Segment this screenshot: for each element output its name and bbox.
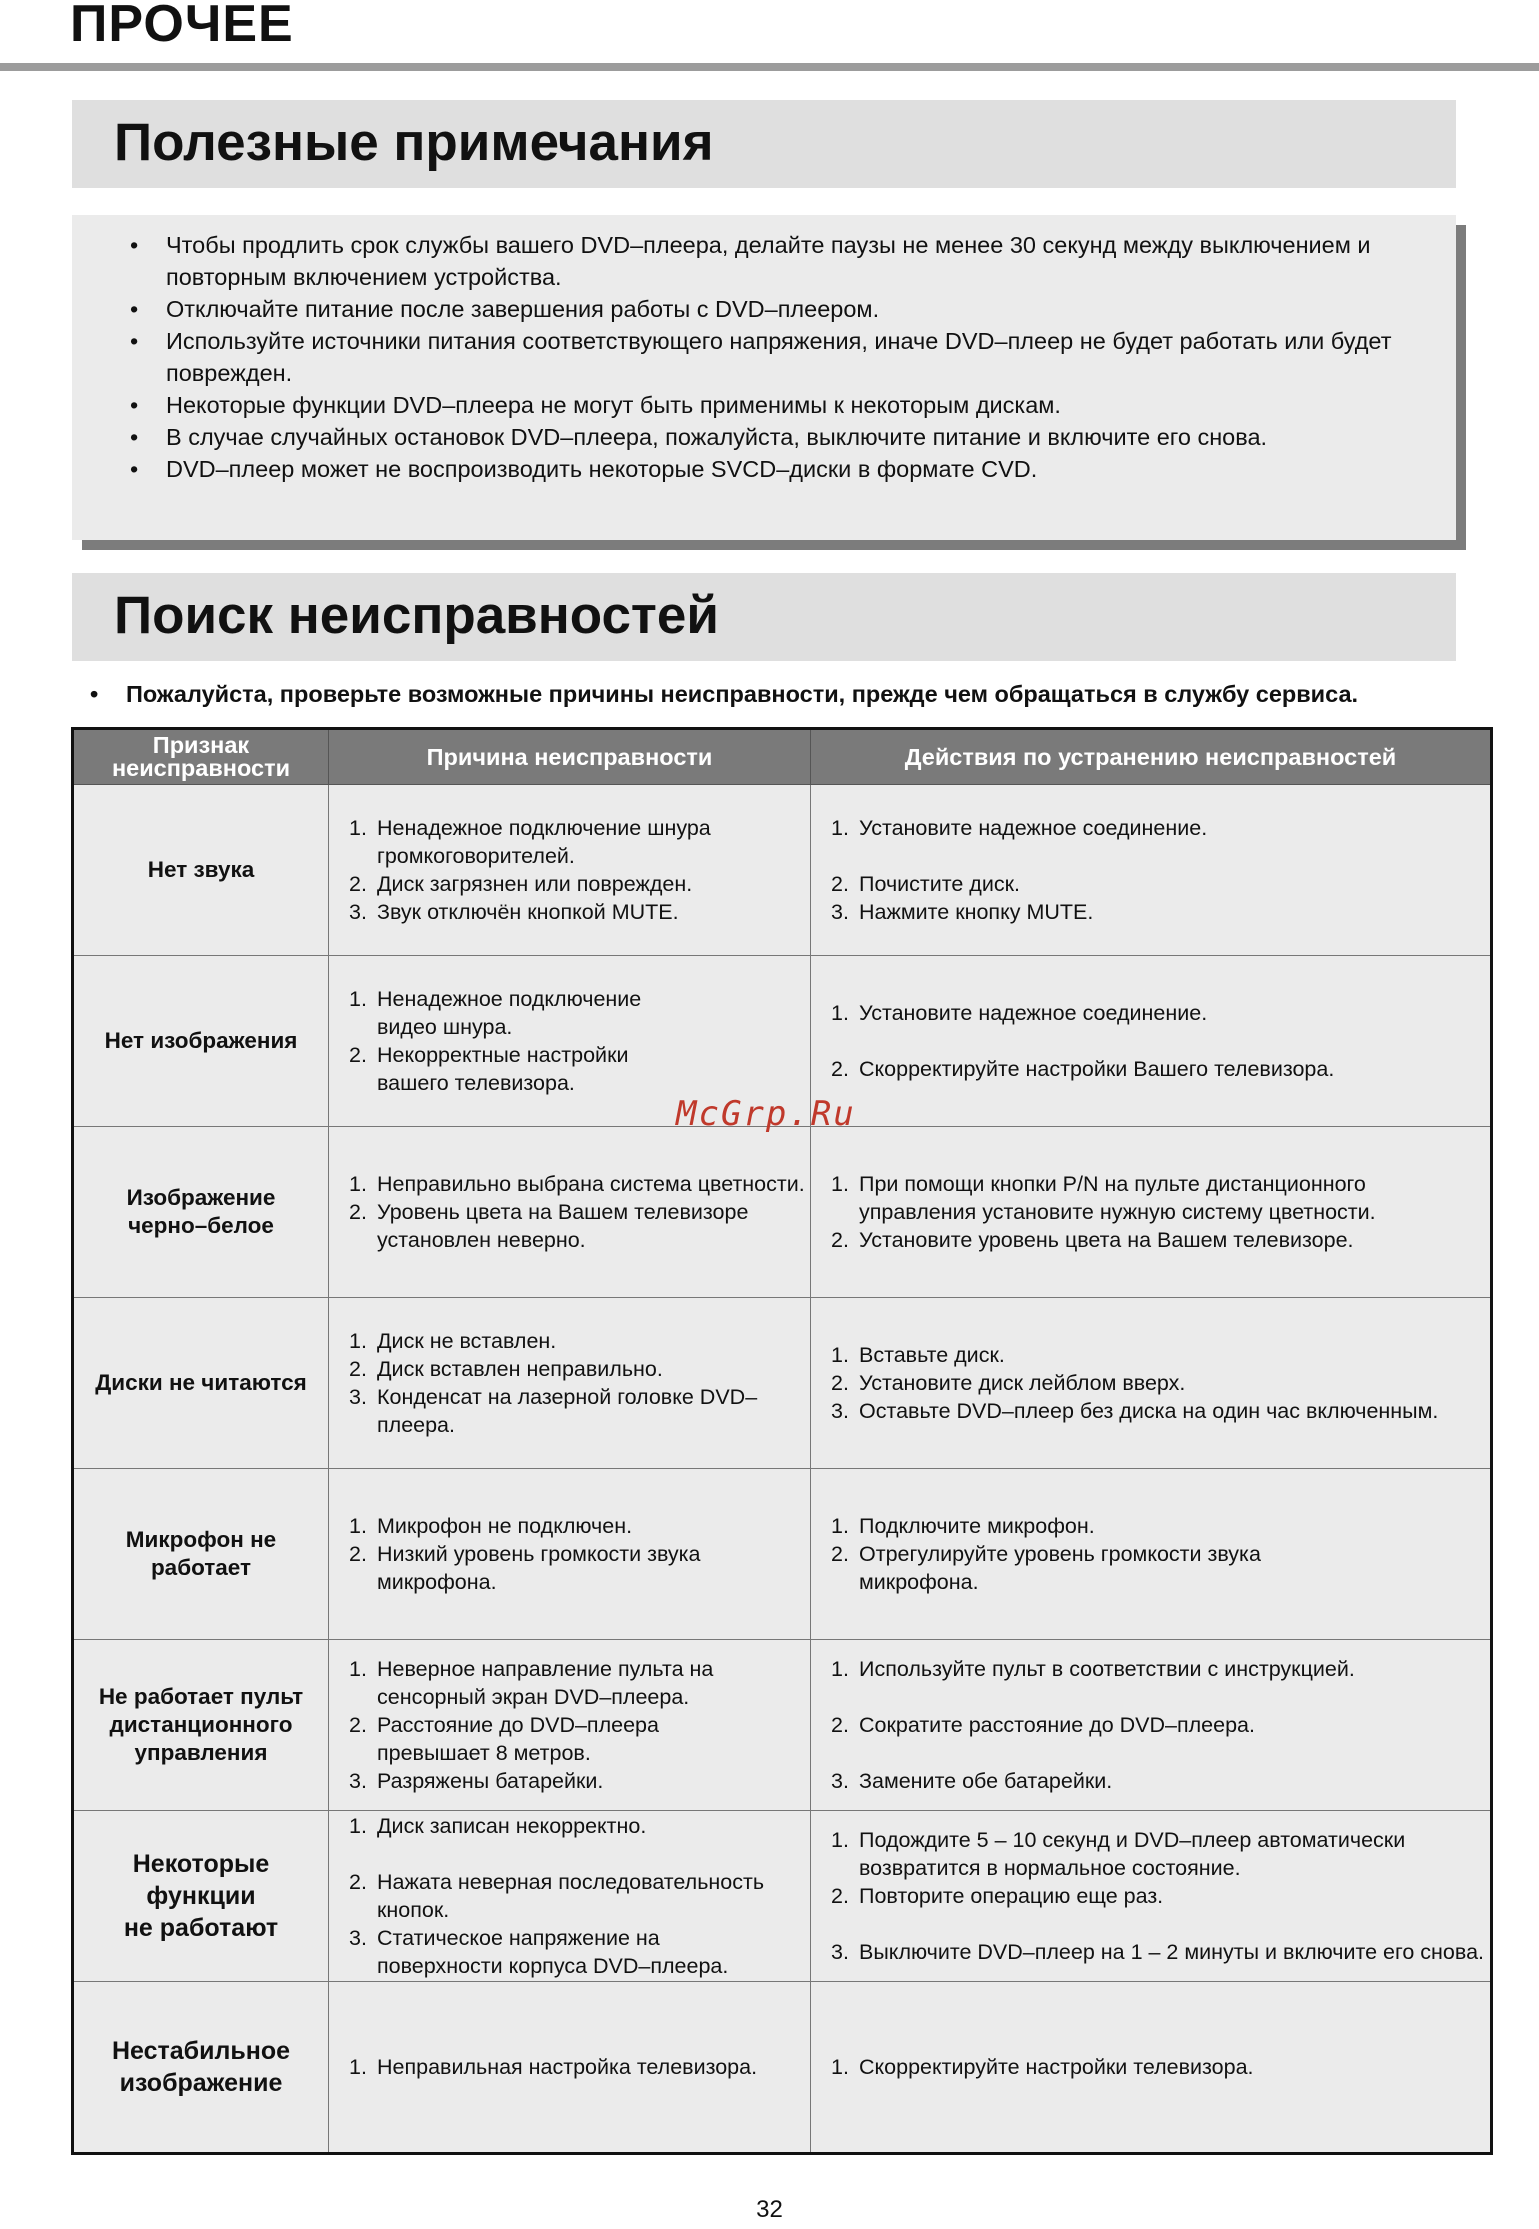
watermark: McGrp.Ru <box>676 1094 856 1134</box>
symptom-text: работает <box>150 1555 252 1580</box>
cause-item: 1. Неверное направление пульта на сенсорный экран DVD–плеера. <box>349 1657 714 1709</box>
cause-item: 3. Статическое напряжение на поверхности корпуса DVD–плеера. <box>349 1926 729 1978</box>
troubleshooting-table <box>71 727 1493 2155</box>
symptom-text: Нет звука <box>147 857 255 882</box>
symptom-cell <box>73 956 329 1127</box>
cause-item: 2. Уровень цвета на Вашем телевизоре установлен неверно. <box>349 1200 749 1252</box>
note-text: Чтобы продлить срок службы вашего DVD–плеера, делайте паузы не менее 30 секунд между выключением и повторным включением устройства. <box>166 232 1371 290</box>
notes-section-header <box>72 100 1456 188</box>
notes-panel <box>72 215 1472 555</box>
symptom-cell <box>73 1127 329 1298</box>
action-list <box>831 1341 1486 1425</box>
note-item <box>130 453 1436 485</box>
action-list <box>831 1512 1486 1596</box>
action-item: 1. Установите надежное соединение. <box>831 816 1208 840</box>
symptom-text: Нет изображения <box>104 1028 298 1053</box>
action-list <box>831 1655 1486 1795</box>
note-text: DVD–плеер может не воспроизводить некоторые SVCD–диски в формате CVD. <box>166 456 1038 482</box>
cause-list <box>349 1512 806 1596</box>
cause-list <box>349 985 806 1097</box>
bullet-icon: • <box>130 296 139 322</box>
bullet-icon: • <box>130 232 139 258</box>
action-item: 3. Оставьте DVD–плеер без диска на один час включенным. <box>831 1399 1439 1423</box>
action-item: 1. При помощи кнопки P/N на пульте дистанционного управления установите нужную систему цветности. <box>831 1172 1376 1224</box>
action-cell <box>811 785 1492 956</box>
symptom-cell <box>73 1982 329 2154</box>
cause-list <box>349 1655 806 1795</box>
action-cell <box>811 956 1492 1127</box>
action-item: 3. Нажмите кнопку MUTE. <box>831 900 1094 924</box>
action-cell <box>811 1469 1492 1640</box>
bullet-icon: • <box>130 328 139 354</box>
cause-item: 1. Ненадежное подключение шнура громкоговорителей. <box>349 816 711 868</box>
symptom-text: Микрофон не <box>125 1527 277 1552</box>
action-cell <box>811 1811 1492 1982</box>
symptom-text: Не работает пульт <box>98 1684 304 1709</box>
cause-item: 2. Диск загрязнен или поврежден. <box>349 872 693 896</box>
symptom-cell <box>73 1298 329 1469</box>
cause-item: 1. Ненадежное подключение видео шнура. <box>349 987 642 1039</box>
note-text: Некоторые функции DVD–плеера не могут быть применимы к некоторым дискам. <box>166 392 1061 418</box>
cause-item: 2. Диск вставлен неправильно. <box>349 1357 663 1381</box>
cause-cell <box>329 785 811 956</box>
column-header-symptom <box>73 729 329 785</box>
cause-list <box>349 1812 806 1980</box>
table-row <box>73 1127 1492 1298</box>
cause-list <box>349 814 806 926</box>
symptom-text: изображение <box>119 2069 283 2097</box>
cause-item: 1. Неправильно выбрана система цветности. <box>349 1172 805 1196</box>
note-item <box>130 293 1436 325</box>
cause-item: 2. Некорректные настройки вашего телевизора. <box>349 1043 629 1095</box>
table-row <box>73 1811 1492 1982</box>
column-header-symptom-line: неисправности <box>111 755 291 781</box>
action-item: 1. Установите надежное соединение. <box>831 1001 1208 1025</box>
page-number: 32 <box>756 2196 783 2223</box>
cause-cell <box>329 1298 811 1469</box>
cause-cell <box>329 1127 811 1298</box>
symptom-text: функции <box>146 1882 256 1910</box>
cause-cell <box>329 1982 811 2154</box>
action-item: 2. Почистите диск. <box>831 872 1020 896</box>
action-item: 1. Вставьте диск. <box>831 1343 1005 1367</box>
action-list <box>831 1826 1486 1966</box>
cause-item: 3. Конденсат на лазерной головке DVD–плеера. <box>349 1385 758 1437</box>
action-list <box>831 1170 1486 1254</box>
action-item: 1. Используйте пульт в соответствии с инструкцией. <box>831 1657 1355 1681</box>
troubleshooting-intro <box>90 678 1530 710</box>
note-item <box>130 325 1436 389</box>
bullet-icon: • <box>90 681 99 707</box>
action-item: 1. Скорректируйте настройки телевизора. <box>831 2055 1254 2079</box>
action-item: 3. Выключите DVD–плеер на 1 – 2 минуты и включите его снова. <box>831 1940 1485 1964</box>
symptom-text: дистанционного <box>109 1712 293 1737</box>
cause-cell <box>329 1469 811 1640</box>
action-cell <box>811 1640 1492 1811</box>
note-text: Отключайте питание после завершения работы с DVD–плеером. <box>166 296 880 322</box>
cause-item: 3. Разряжены батарейки. <box>349 1769 604 1793</box>
note-text: В случае случайных остановок DVD–плеера, пожалуйста, выключите питание и включите его снова. <box>166 424 1268 450</box>
action-item: 2. Сократите расстояние до DVD–плеера. <box>831 1713 1255 1737</box>
action-item: 2. Установите диск лейблом вверх. <box>831 1371 1186 1395</box>
intro-text: Пожалуйста, проверьте возможные причины неисправности, прежде чем обращаться в службу сервиса. <box>126 681 1359 707</box>
action-cell <box>811 1982 1492 2154</box>
action-list <box>831 814 1486 926</box>
cause-item: 1. Диск записан некорректно. <box>349 1814 647 1838</box>
cause-list <box>349 1327 806 1439</box>
notes-list <box>130 229 1436 485</box>
action-item: 2. Отрегулируйте уровень громкости звука микрофона. <box>831 1542 1261 1594</box>
troubleshooting-section-header <box>72 573 1456 661</box>
column-header-action: Действия по устранению неисправностей <box>811 729 1492 785</box>
cause-item: 1. Микрофон не подключен. <box>349 1514 633 1538</box>
bullet-icon: • <box>130 392 139 418</box>
symptom-cell <box>73 1640 329 1811</box>
cause-cell <box>329 1811 811 1982</box>
cause-item: 2. Нажата неверная последовательность кнопок. <box>349 1870 765 1922</box>
action-item: 2. Установите уровень цвета на Вашем телевизоре. <box>831 1228 1354 1252</box>
cause-cell <box>329 1640 811 1811</box>
action-item: 2. Повторите операцию еще раз. <box>831 1884 1164 1908</box>
action-list <box>831 2053 1486 2081</box>
symptom-text: Диски не читаются <box>95 1370 307 1395</box>
cause-item: 2. Низкий уровень громкости звука микрофона. <box>349 1542 701 1594</box>
note-item <box>130 389 1436 421</box>
chapter-title: ПРОЧЕЕ <box>70 0 294 53</box>
note-item <box>130 229 1436 293</box>
cause-item: 1. Неправильная настройка телевизора. <box>349 2055 758 2079</box>
table-row <box>73 785 1492 956</box>
action-item: 3. Замените обе батарейки. <box>831 1769 1113 1793</box>
chapter-divider <box>0 63 1539 71</box>
symptom-text: Нестабильное <box>111 2037 290 2065</box>
action-item: 2. Скорректируйте настройки Вашего телевизора. <box>831 1057 1335 1081</box>
bullet-icon: • <box>130 456 139 482</box>
column-header-symptom-line: Признак <box>152 732 250 758</box>
cause-list <box>349 2053 806 2081</box>
action-item: 1. Подключите микрофон. <box>831 1514 1095 1538</box>
bullet-icon: • <box>130 424 139 450</box>
troubleshooting-heading: Поиск неисправностей <box>114 586 719 645</box>
table-row <box>73 1469 1492 1640</box>
column-header-cause: Причина неисправности <box>329 729 811 785</box>
action-cell <box>811 1298 1492 1469</box>
symptom-text: Изображение <box>126 1185 276 1210</box>
action-item: 1. Подождите 5 – 10 секунд и DVD–плеер автоматически возвратится в нормальное состояние. <box>831 1828 1406 1880</box>
table-row <box>73 1982 1492 2154</box>
table-row <box>73 1640 1492 1811</box>
cause-item: 2. Расстояние до DVD–плеера превышает 8 метров. <box>349 1713 659 1765</box>
symptom-text: черно–белое <box>128 1213 274 1238</box>
symptom-text: управления <box>134 1740 268 1765</box>
cause-item: 3. Звук отключён кнопкой MUTE. <box>349 900 679 924</box>
symptom-text: не работают <box>123 1914 279 1942</box>
symptom-text: Некоторые <box>132 1850 270 1878</box>
note-item <box>130 421 1436 453</box>
notes-box <box>72 215 1456 540</box>
notes-heading: Полезные примечания <box>114 113 714 172</box>
action-cell <box>811 1127 1492 1298</box>
table-row <box>73 1298 1492 1469</box>
symptom-cell <box>73 1811 329 1982</box>
action-list <box>831 999 1486 1083</box>
table-header-row <box>73 729 1492 785</box>
cause-list <box>349 1170 806 1254</box>
symptom-cell <box>73 1469 329 1640</box>
cause-item: 1. Диск не вставлен. <box>349 1329 557 1353</box>
note-text: Используйте источники питания соответствующего напряжения, иначе DVD–плеер не будет работать или будет поврежден. <box>166 328 1392 386</box>
symptom-cell <box>73 785 329 956</box>
